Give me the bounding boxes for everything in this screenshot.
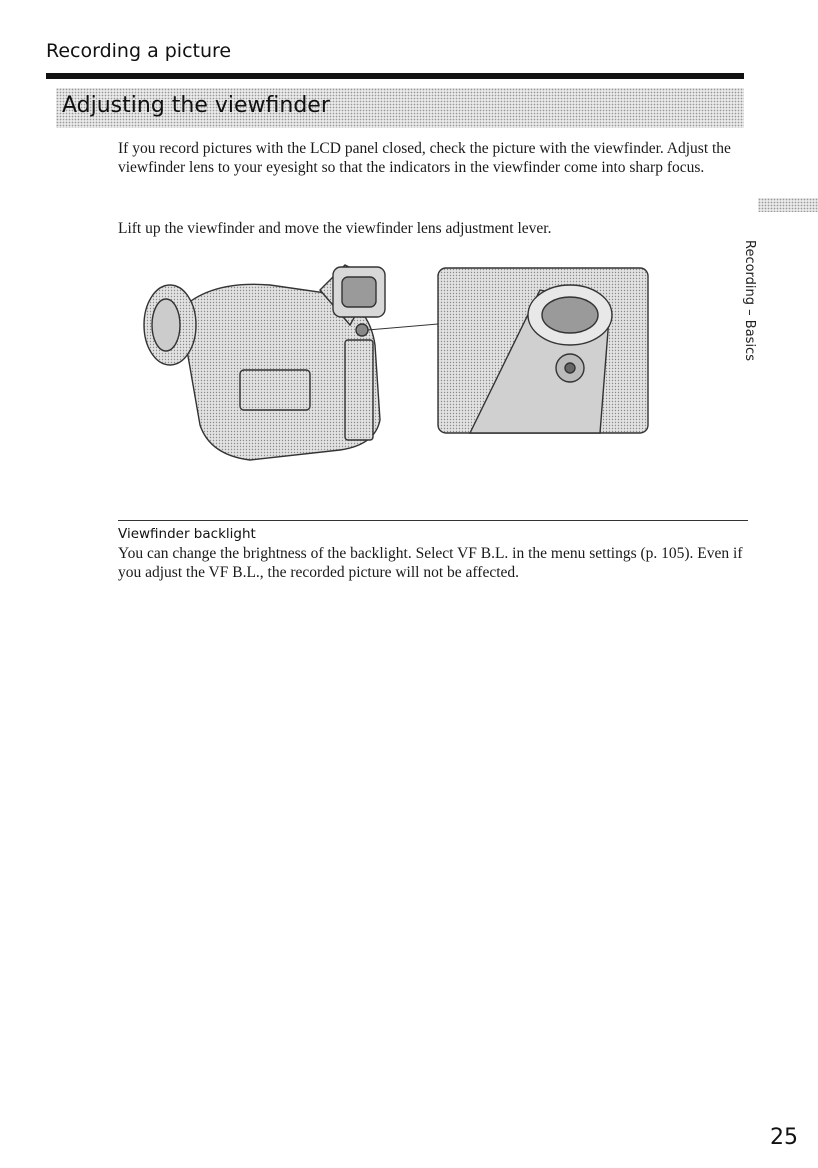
header-rule — [46, 73, 744, 79]
note-title: Viewfinder backlight — [118, 526, 256, 542]
page-number: 25 — [770, 1125, 798, 1150]
camcorder-viewfinder-illustration — [140, 250, 660, 480]
section-title: Adjusting the viewfinder — [62, 93, 330, 118]
side-tab-marker — [758, 198, 818, 212]
instruction-paragraph: Lift up the viewfinder and move the viewfinder lens adjustment lever. — [118, 220, 552, 237]
intro-paragraph: If you record pictures with the LCD panel closed, check the picture with the viewfinder. Adjust the viewfinder lens to your eyesight so that the indicators in the viewfinder come into sharp focus. — [118, 140, 731, 176]
viewfinder-closeup-inset — [438, 268, 648, 433]
page-header-title: Recording a picture — [46, 40, 232, 62]
side-tab-label: Recording – Basics — [742, 240, 757, 361]
note-text: You can change the brightness of the backlight. Select VF B.L. in the menu settings (p. 105). Even if you adjust the VF B.L., the recorded picture will not be affected. — [118, 545, 743, 581]
note-rule — [118, 520, 748, 521]
